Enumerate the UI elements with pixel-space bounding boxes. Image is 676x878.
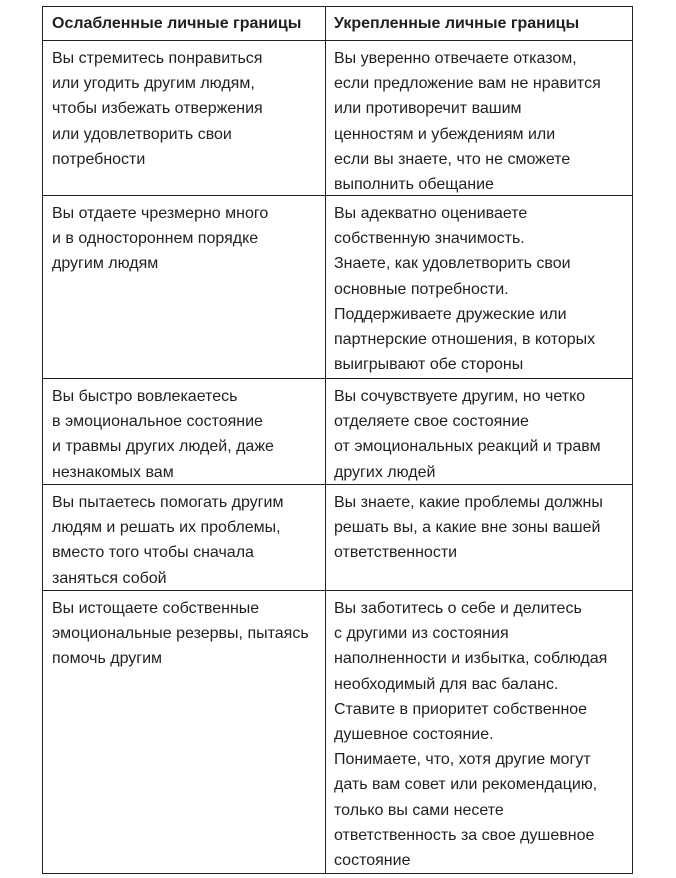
strong-boundary-cell: Вы сочувствуете другим, но четко отделяете свое состояние от эмоциональных реакций и травм других людей	[334, 388, 601, 481]
weak-boundary-cell: Вы пытаетесь помогать другим людям и решать их проблемы, вместо того чтобы сначала заняться собой	[43, 485, 326, 590]
table-row	[43, 590, 632, 873]
strong-boundary-cell: Вы знаете, какие проблемы должны решать вы, а какие вне зоны вашей ответственности	[334, 494, 603, 562]
table-row	[43, 378, 632, 484]
table-row	[43, 40, 632, 195]
table-row	[43, 484, 632, 590]
strong-boundary-cell: Вы заботитесь о себе и делитесь с другими из состояния наполненности и избытка, соблюдая необходимый для вас баланс. Ставите в приоритет собственное душевное состояние. Понимаете, что, хотя другие могут дать вам совет или рекомендацию, только вы сами несете ответственность за свое душевное состояние	[334, 600, 608, 870]
weak-boundary-cell: Вы отдаете чрезмерно много и в одностороннем порядке другим людям	[43, 196, 326, 378]
header-weak-boundaries: Ослабленные личные границы	[43, 7, 326, 40]
boundaries-table	[42, 6, 633, 874]
table-row	[43, 195, 632, 378]
strong-boundary-cell: Вы уверенно отвечаете отказом, если предложение вам не нравится или противоречит вашим ценностям и убеждениям или если вы знаете, что не сможете выполнить обещание	[334, 50, 601, 194]
table-header-row	[43, 7, 632, 40]
strong-boundary-cell: Вы адекватно оцениваете собственную значимость. Знаете, как удовлетворить свои основные потребности. Поддерживаете дружеские или партнерские отношения, в которых выигрывают обе стороны	[334, 205, 596, 374]
weak-boundary-cell: Вы быстро вовлекаетесь в эмоциональное состояние и травмы других людей, даже незнакомых вам	[43, 379, 326, 484]
weak-boundary-cell: Вы стремитесь понравиться или угодить другим людям, чтобы избежать отвержения или удовлетворить свои потребности	[43, 41, 326, 195]
header-strong-boundaries: Укрепленные личные границы	[334, 15, 580, 32]
weak-boundary-cell: Вы истощаете собственные эмоциональные резервы, пытаясь помочь другим	[43, 591, 326, 873]
